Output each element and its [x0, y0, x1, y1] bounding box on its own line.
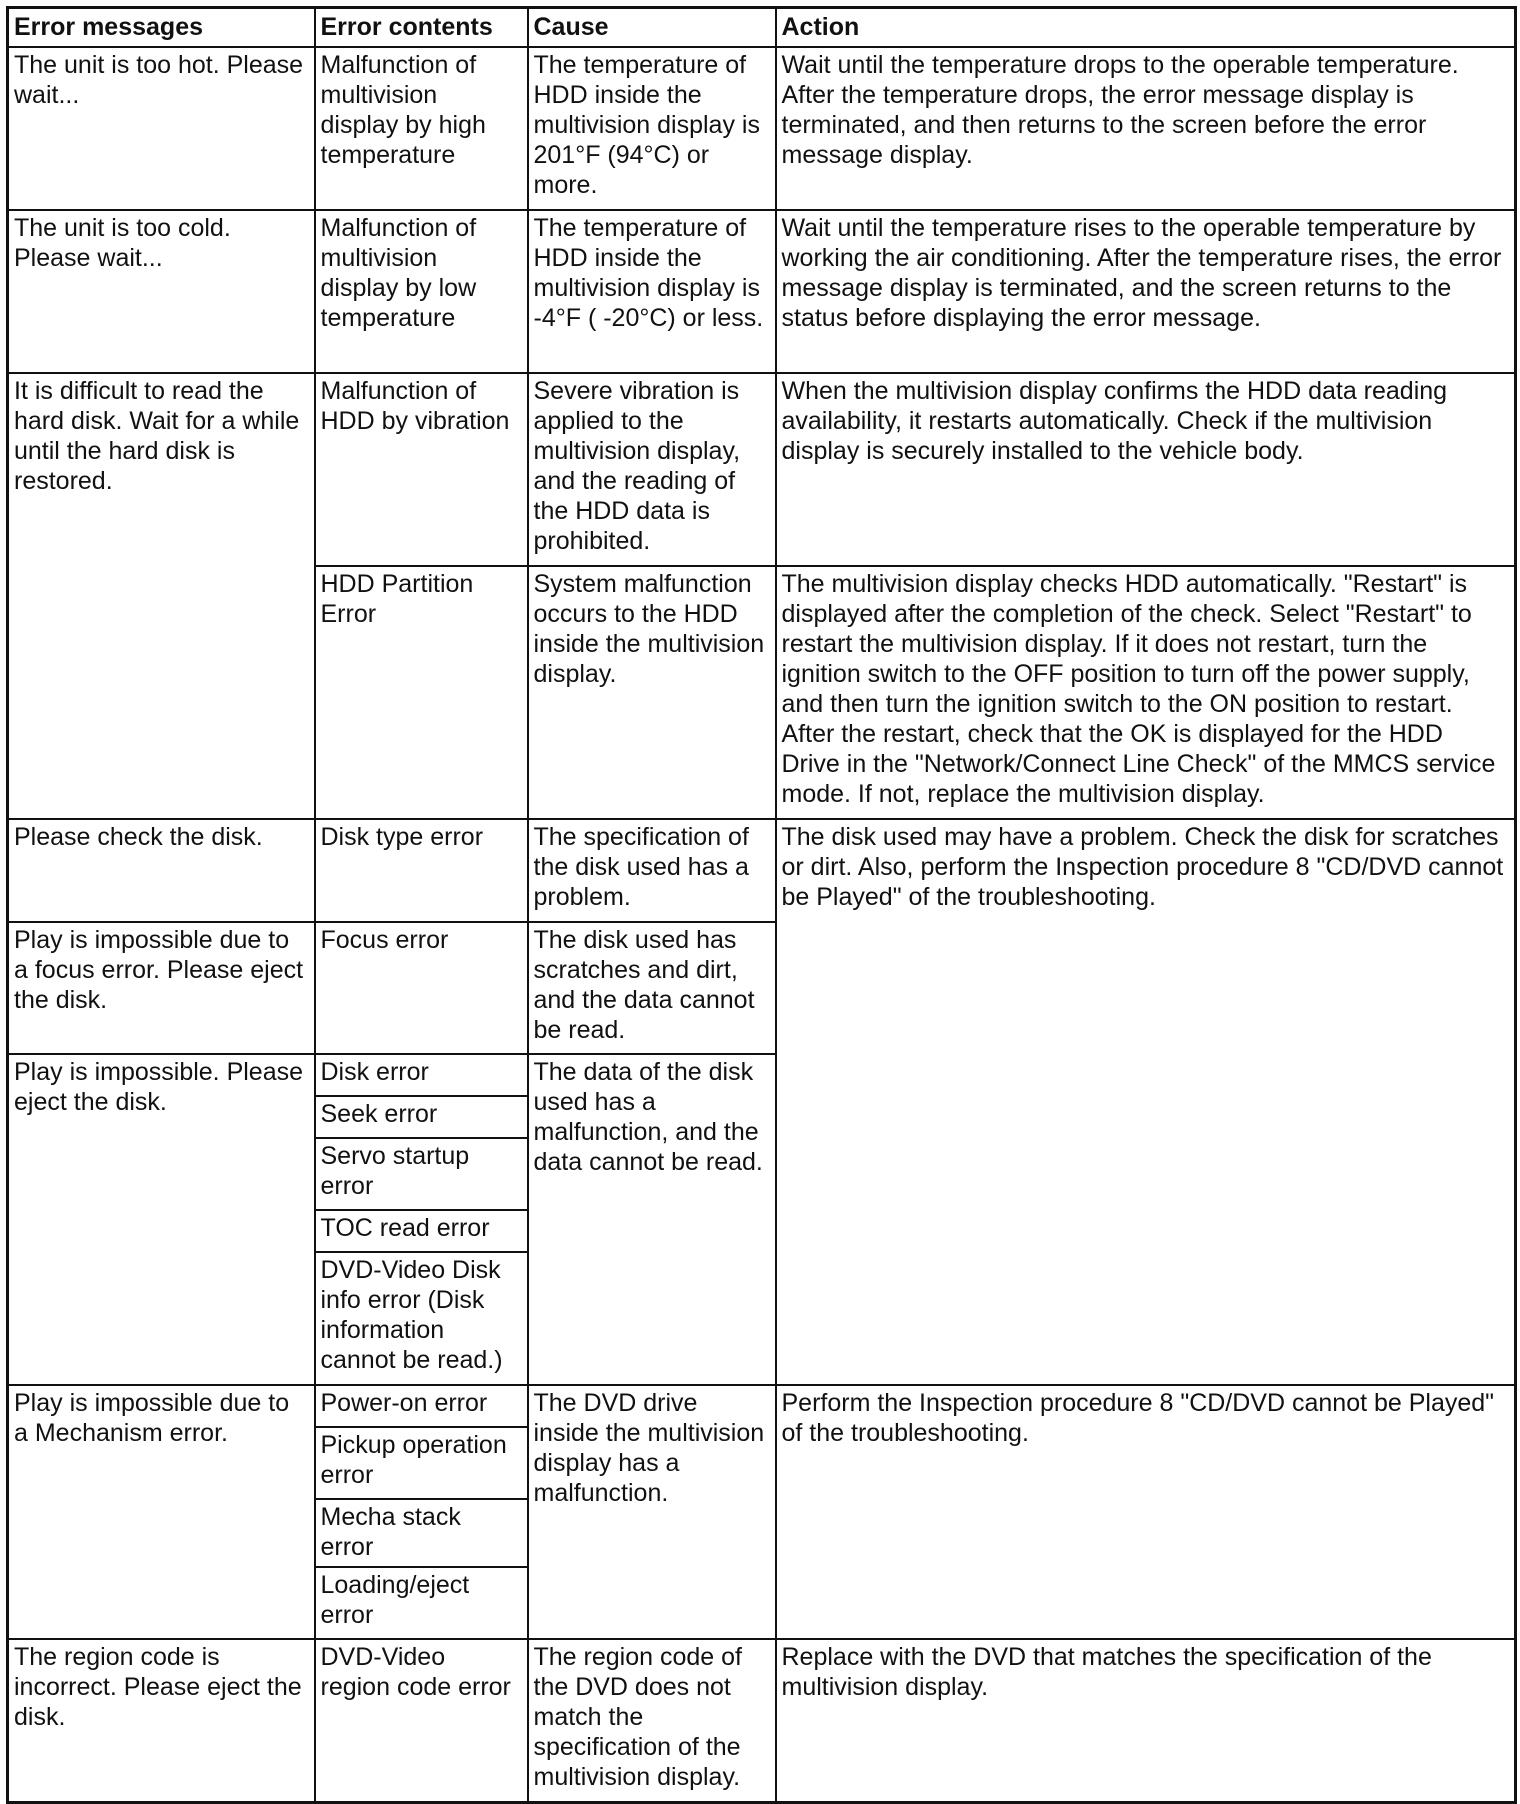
action-cell: When the multivision display confirms the HDD data reading availability, it restarts automatically. Check if the multivision display is securely installed to the vehicle body. [776, 373, 1516, 566]
header-error-messages: Error messages [8, 8, 315, 48]
error-contents-cell: HDD Partition Error [315, 566, 528, 819]
error-contents-cell: Malfunction of HDD by vibration [315, 373, 528, 566]
error-message-cell: The unit is too cold. Please wait... [8, 210, 315, 373]
cause-cell: Severe vibration is applied to the multivision display, and the reading of the HDD data is prohibited. [528, 373, 776, 566]
table-row [8, 210, 1516, 373]
cause-cell: The region code of the DVD does not match the specification of the multivision display. [528, 1639, 776, 1802]
cause-cell: The temperature of HDD inside the multivision display is -4°F ( -20°C) or less. [528, 210, 776, 373]
error-contents-cell: Servo startup error [315, 1138, 528, 1210]
header-cause: Cause [528, 8, 776, 48]
action-cell: Wait until the temperature rises to the operable temperature by working the air conditioning. After the temperature rises, the error message display is terminated, and the screen returns to the status before displaying the error message. [776, 210, 1516, 373]
error-contents-cell: TOC read error [315, 1210, 528, 1252]
error-message-cell: The region code is incorrect. Please eject the disk. [8, 1639, 315, 1802]
error-message-cell: Play is impossible due to a Mechanism error. [8, 1385, 315, 1639]
action-cell: The disk used may have a problem. Check the disk for scratches or dirt. Also, perform the Inspection procedure 8 "CD/DVD cannot be Played" of the troubleshooting. [776, 819, 1516, 1385]
table-row [8, 373, 1516, 566]
header-action: Action [776, 8, 1516, 48]
error-contents-cell: Malfunction of multivision display by low temperature [315, 210, 528, 373]
error-contents-cell: Seek error [315, 1096, 528, 1138]
action-cell: Perform the Inspection procedure 8 "CD/DVD cannot be Played" of the troubleshooting. [776, 1385, 1516, 1639]
error-message-table [6, 6, 1517, 1804]
action-cell: The multivision display checks HDD automatically. "Restart" is displayed after the completion of the check. Select "Restart" to restart the multivision display. If it does not restart, turn the ignition switch to the OFF position to turn off the power supply, and then turn the ignition switch to the ON position to restart. After the restart, check that the OK is displayed for the HDD Drive in the "Network/Connect Line Check" of the MMCS service mode. If not, replace the multivision display. [776, 566, 1516, 819]
cause-cell: The specification of the disk used has a problem. [528, 819, 776, 922]
cause-cell: The temperature of HDD inside the multivision display is 201°F (94°C) or more. [528, 47, 776, 210]
error-message-cell: Play is impossible. Please eject the disk. [8, 1054, 315, 1385]
action-cell: Wait until the temperature drops to the operable temperature. After the temperature drops, the error message display is terminated, and then returns to the screen before the error message display. [776, 47, 1516, 210]
error-contents-cell: Disk type error [315, 819, 528, 922]
table-row [8, 1385, 1516, 1427]
error-contents-cell: Loading/eject error [315, 1567, 528, 1639]
error-contents-cell: Focus error [315, 922, 528, 1054]
table-row [8, 47, 1516, 210]
cause-cell: System malfunction occurs to the HDD inside the multivision display. [528, 566, 776, 819]
error-message-cell: Please check the disk. [8, 819, 315, 922]
action-cell: Replace with the DVD that matches the specification of the multivision display. [776, 1639, 1516, 1802]
error-contents-cell: DVD-Video Disk info error (Disk information cannot be read.) [315, 1252, 528, 1385]
error-contents-cell: Pickup operation error [315, 1427, 528, 1499]
error-contents-cell: Mecha stack error [315, 1499, 528, 1567]
cause-cell: The DVD drive inside the multivision display has a malfunction. [528, 1385, 776, 1639]
header-error-contents: Error contents [315, 8, 528, 48]
error-contents-cell: DVD-Video region code error [315, 1639, 528, 1802]
error-contents-cell: Malfunction of multivision display by high temperature [315, 47, 528, 210]
header-row [8, 8, 1516, 48]
error-contents-cell: Disk error [315, 1054, 528, 1096]
error-contents-cell: Power-on error [315, 1385, 528, 1427]
error-message-cell: It is difficult to read the hard disk. Wait for a while until the hard disk is restored. [8, 373, 315, 819]
cause-cell: The disk used has scratches and dirt, and the data cannot be read. [528, 922, 776, 1054]
cause-cell: The data of the disk used has a malfunction, and the data cannot be read. [528, 1054, 776, 1385]
error-message-cell: The unit is too hot. Please wait... [8, 47, 315, 210]
error-message-cell: Play is impossible due to a focus error. Please eject the disk. [8, 922, 315, 1054]
table-row [8, 819, 1516, 922]
